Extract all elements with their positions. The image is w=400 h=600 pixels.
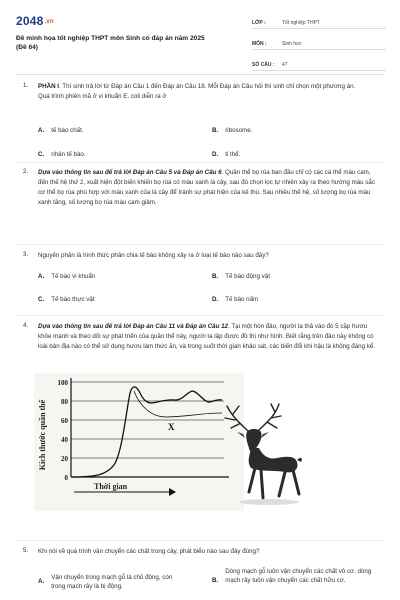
page-header [16,14,386,68]
question-text [38,168,378,208]
option-c[interactable]: C. Tế bào thực vật [38,296,95,303]
question-text: Nguyên phân là hình thức phân chia tế bào không xảy ra ở loại tế bào nào sau đây? [38,252,269,259]
option-a[interactable]: A. Vận chuyển trong mạch gỗ là chủ động, còn trong mạch rây là bị động. [38,574,173,590]
option-c[interactable]: C. nhân tế bào. [38,151,86,158]
question-number: 4. [23,322,29,329]
deer-leg [293,470,299,494]
question-text: Khi nói về quá trình vận chuyển các chất trong cây, phát biểu nào sau đây đúng? [38,548,260,555]
antler-left [225,406,249,432]
y-tick-label: 40 [61,436,68,444]
site-logo[interactable] [16,14,54,28]
option-b[interactable]: B. Tế bào động vật [212,273,270,280]
option-d[interactable]: D. Tế bào nấm [212,296,259,303]
question-text [38,322,378,352]
info-label: MÔN : [252,41,267,47]
part-label: PHẦN I [38,83,59,90]
logo-suffix: .vn [44,19,54,25]
question-number: 2. [23,168,29,175]
deer-head [246,429,261,451]
info-row-class [252,14,386,29]
exam-info [252,14,386,77]
header-divider [16,74,384,75]
y-tick-label: 0 [64,474,68,482]
question-number: 5. [23,547,29,554]
info-value[interactable]: Tốt nghiệp THPT [282,20,320,26]
x-axis-label: Thời gian [94,482,128,491]
info-value[interactable]: Sinh học [282,41,302,47]
question-number: 1. [23,82,29,89]
deer-leg [261,470,263,498]
y-axis-label: Kích thước quần thể [38,399,47,471]
option-a[interactable]: A. tế bào chất. [38,127,84,134]
question-3 [16,251,384,309]
question-stem: Quá trình phiên mã ở vi khuẩn E. coli diễn ra ở [38,93,167,100]
document-title: Đề minh họa tốt nghiệp THPT môn Sinh có đáp án năm 2025 (Đề 64) [16,35,205,51]
question-1 [16,82,384,168]
info-row-subject [252,35,386,50]
option-b[interactable]: B. Dòng mạch gỗ luôn vận chuyển các chất vô cơ, dòng mạch rây luôn vận chuyển các chất hữu cơ. [212,568,372,584]
question-5 [16,547,384,599]
option-b[interactable]: B. ribosome. [212,127,253,134]
question-body: . Quần thể bọ rùa ban đầu chỉ có các cá thể màu cam, đến thế hệ thứ 2, xuất hiện đột biến khiến bọ rùa có màu xanh lá cây, sau đó chọn lọc tự nhiên xảy ra theo hướng màu sắc cơ thể bọ rùa phù hợp với màu xanh của lá cây để tránh sự phát hiện của kẻ thù. Sau nhiều thế hệ, số lượng bọ rùa màu xanh tăng, số lượng bọ rùa màu cam giảm. [38,169,375,206]
info-label: LỚP : [252,20,266,26]
option-a[interactable]: A. Tế bào vi khuẩn [38,273,96,280]
logo-text: 2048 [16,14,44,28]
question-lead: Dựa vào thông tin sau để trả lời Đáp án Câu 5 và Đáp án Câu 6 [38,169,222,176]
option-d[interactable]: D. ti thể. [212,151,241,158]
info-row-count [252,56,386,71]
question-number: 3. [23,251,29,258]
info-label: SỐ CÂU : [252,62,275,68]
part-intro: . Thí sinh trả lời từ Đáp án Câu 1 đến Đáp án Câu 18. Mỗi Đáp án Câu hỏi thí sinh chỉ chọn một phương án. [58,83,356,90]
y-tick-label: 100 [57,379,68,387]
question-text [38,82,378,102]
question-separator [16,315,384,316]
question-2 [16,168,384,238]
point-x-marker: X [168,422,175,432]
question-body: . Tại một hòn đảo, người ta thả vào đó 5 cặp hươu khỏe mạnh và theo dõi sự phát triển của quần thể này, người ta lập được đồ thị như hình. Biết rằng trên đảo này không có loài bản địa nào có thể sử dụng hươu làm thức ăn, và trong suốt thời gian khảo sát, các biến đổi khí hậu là không đáng kể. [38,323,376,350]
deer-tail [297,458,302,462]
question-separator [16,540,384,541]
y-tick-label: 20 [61,455,68,463]
deer-illustration [219,402,309,512]
question-lead: Dựa vào thông tin sau để trả lời Đáp án Câu 11 và Đáp án Câu 12 [38,323,229,330]
info-value: 47 [282,62,288,68]
y-tick-label: 80 [61,398,68,406]
deer-leg [249,468,255,492]
question-separator [16,162,384,163]
y-tick-label: 60 [61,417,68,425]
question-separator [16,244,384,245]
ground-shadow [239,499,299,505]
antler-right [259,404,281,430]
population-graph [34,373,244,511]
deer-leg [279,472,285,496]
question-4 [16,322,384,372]
